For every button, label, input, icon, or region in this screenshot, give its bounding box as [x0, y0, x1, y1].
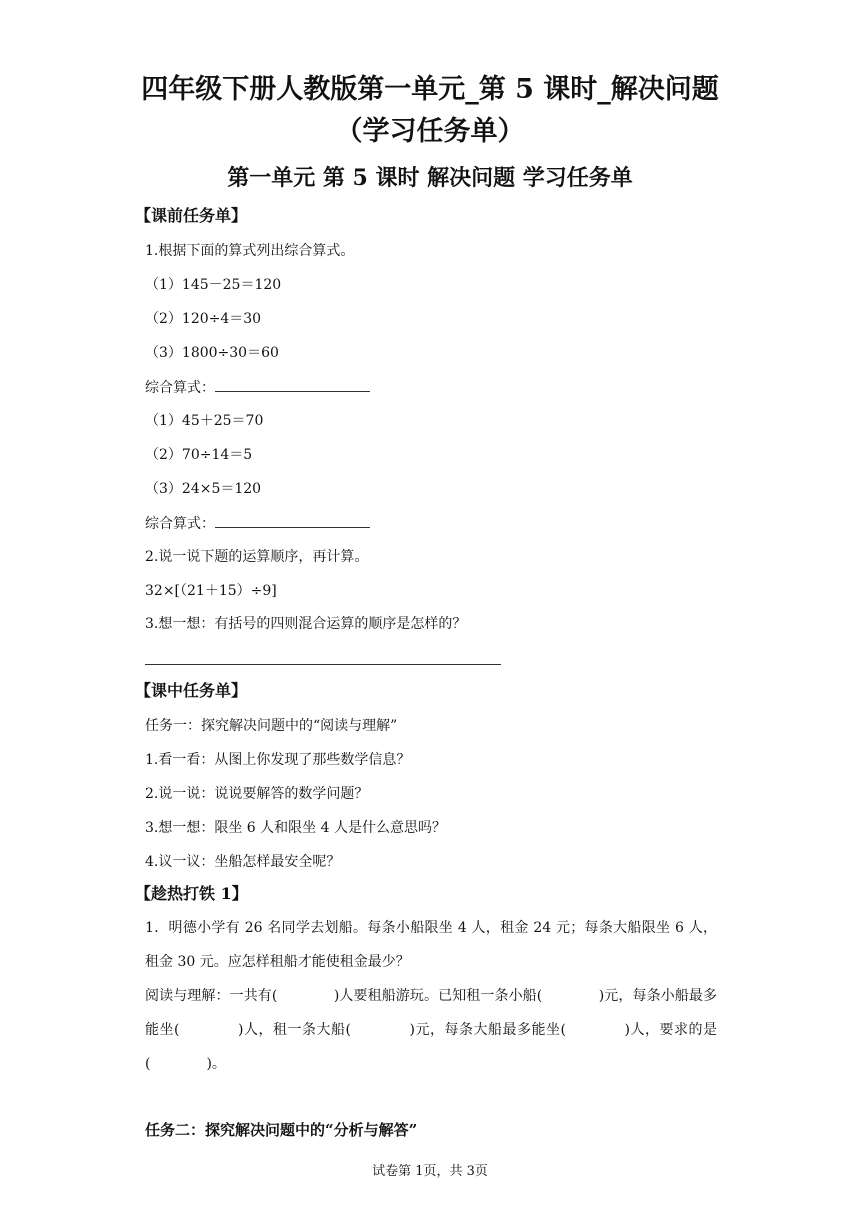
question-1: 1.根据下面的算式列出综合算式。: [145, 243, 355, 259]
question-3: 3.想一想：有括号的四则混合运算的顺序是怎样的？: [145, 616, 467, 632]
combined-formula-label: 综合算式：: [145, 516, 215, 532]
answer-blank[interactable]: [215, 513, 370, 528]
equation-set2-3: （3）24×5＝120: [145, 481, 262, 497]
task-1-item-1: 1.看一看：从图上你发现了那些数学信息？: [145, 752, 411, 768]
page-title: 四年级下册人教版第一单元_第 5 课时_解决问题: [141, 74, 719, 105]
equation-set1-3: （3）1800÷30＝60: [145, 345, 279, 361]
pre-class-heading: 【课前任务单】: [135, 206, 248, 225]
page-subtitle: 第一单元 第 5 课时 解决问题 学习任务单: [227, 165, 633, 191]
equation-set2-1: （1）45＋25＝70: [145, 413, 264, 429]
page-title-suffix: （学习任务单）: [335, 116, 525, 147]
question-2: 2.说一说下题的运算顺序，再计算。: [145, 549, 369, 565]
practice-1-heading: 【趁热打铁 1】: [135, 884, 248, 903]
task-1-title: 任务一：探究解决问题中的“阅读与理解”: [145, 718, 398, 734]
equation-set1-2: （2）120÷4＝30: [145, 311, 262, 327]
task-1-item-2: 2.说一说：说说要解答的数学问题？: [145, 786, 369, 802]
in-class-heading: 【课中任务单】: [135, 681, 248, 700]
equation-set1-1: （1）145－25＝120: [145, 277, 282, 293]
combined-formula-1[interactable]: [145, 377, 370, 398]
task-2-heading: 任务二：探究解决问题中的“分析与解答”: [145, 1121, 418, 1139]
task-1-item-4: 4.议一议：坐船怎样最安全呢？: [145, 854, 341, 870]
combined-formula-label: 综合算式：: [145, 380, 215, 396]
question-2-expression: 32×[（21＋15）÷9]: [145, 583, 277, 599]
task-1-item-3: 3.想一想：限坐 6 人和限坐 4 人是什么意思吗？: [145, 820, 446, 836]
practice-1-problem: 1．明德小学有 26 名同学去划船。每条小船限坐 4 人，租金 24 元；每条大船限坐 6 人，租金 30 元。应怎样租船才能使租金最少？: [145, 920, 717, 970]
answer-line[interactable]: [145, 664, 501, 665]
page-footer: 试卷第 1页，共 3页: [372, 1164, 488, 1179]
answer-blank[interactable]: [215, 377, 370, 392]
equation-set2-2: （2）70÷14＝5: [145, 447, 253, 463]
combined-formula-2[interactable]: [145, 513, 370, 534]
practice-1-reading[interactable]: 阅读与理解：一共有( )人要租船游玩。已知租一条小船( )元，每条小船最多能坐( )人，租一条大船( )元，每条大船最多能坐( )人，要求的是( )。: [145, 988, 717, 1072]
